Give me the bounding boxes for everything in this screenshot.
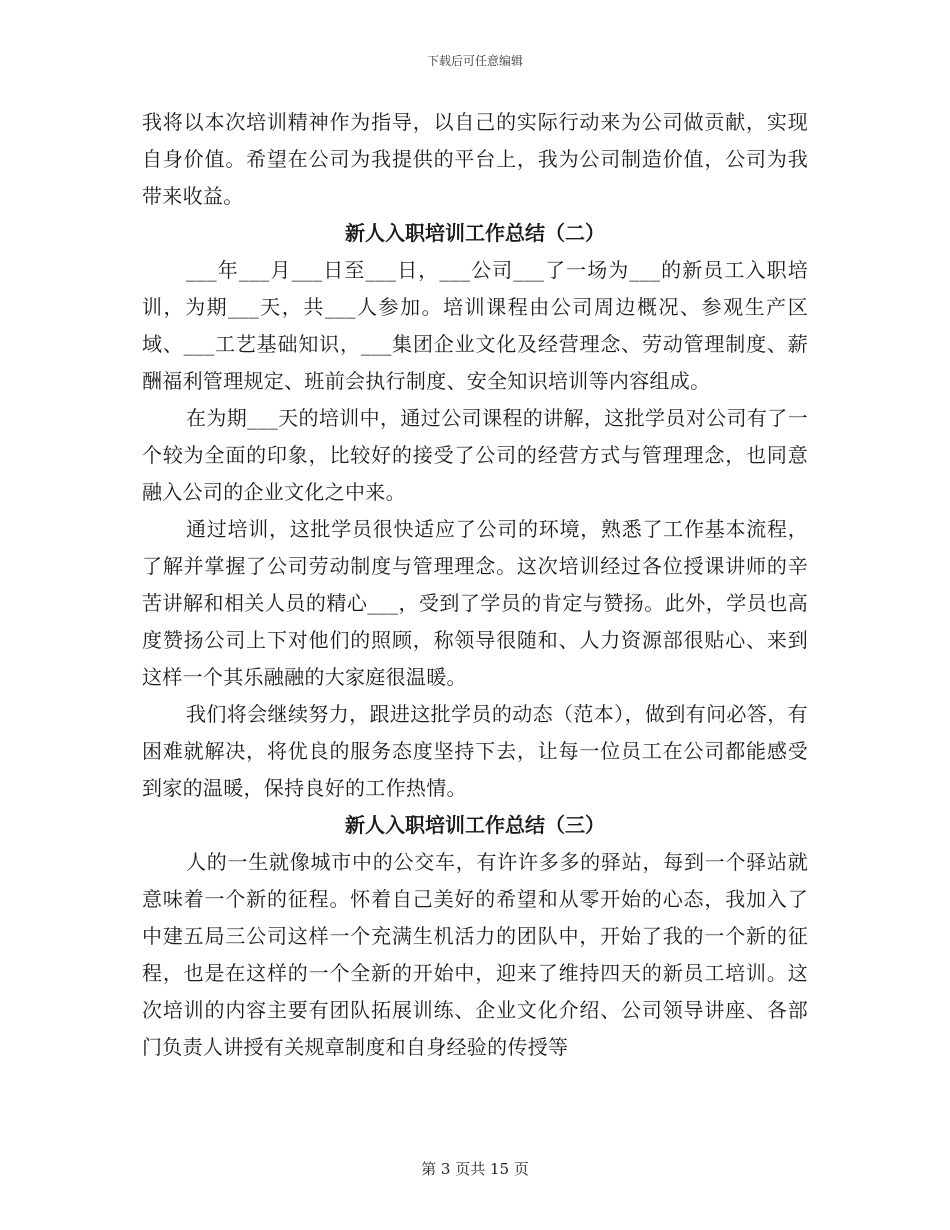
page-header: 下载后可任意编辑 [426, 54, 523, 68]
paragraph-follow-up: 我们将会继续努力，跟进这批学员的动态（范本），做到有问必答，有困难就解决，将优良的服务态度坚持下去，让每一位员工在公司都能感受到家的温暖，保持良好的工作热情。 [142, 702, 808, 800]
section-title-3: 新人入职培训工作总结（三） [345, 813, 605, 837]
document-body [142, 104, 808, 1066]
page-number: 第 3 页共 15 页 [421, 1160, 529, 1178]
section-title-2: 新人入职培训工作总结（二） [345, 221, 605, 245]
paragraph-training-overview: ___年___月___日至___日，___公司___了一场为___的新员工入职培训，为期___天，共___人参加。培训课程由公司周边概况、参观生产区域、___工艺基础知识，___集团企业文化及经营理念、劳动管理制度、薪酬福利管理规定、班前会执行制度、安全知识培训等内容组成。 [142, 258, 808, 393]
paragraph-closing: 我将以本次培训精神作为指导，以自己的实际行动来为公司做贡献，实现自身价值。希望在公司为我提供的平台上，我为公司制造价值，公司为我带来收益。 [142, 110, 808, 208]
paragraph-journey: 人的一生就像城市中的公交车，有许许多多的驿站，每到一个驿站就意味着一个新的征程。怀着自己美好的希望和从零开始的心态，我加入了中建五局三公司这样一个充满生机活力的团队中，开始了我的一个新的征程，也是在这样的一个全新的开始中，迎来了维持四天的新员工培训。这次培训的内容主要有团队拓展训练、企业文化介绍、公司领导讲座、各部门负责人讲授有关规章制度和自身经验的传授等 [142, 850, 808, 1059]
paragraph-training-results: 通过培训，这批学员很快适应了公司的环境，熟悉了工作基本流程，了解并掌握了公司劳动制度与管理理念。这次培训经过各位授课讲师的辛苦讲解和相关人员的精心___，受到了学员的肯定与赞扬。此外，学员也高度赞扬公司上下对他们的照顾，称领导很随和、人力资源部很贴心、来到这样一个其乐融融的大家庭很温暖。 [142, 517, 808, 689]
paragraph-training-impression: 在为期___天的培训中，通过公司课程的讲解，这批学员对公司有了一个较为全面的印象，比较好的接受了公司的经营方式与管理理念，也同意融入公司的企业文化之中来。 [142, 406, 808, 504]
